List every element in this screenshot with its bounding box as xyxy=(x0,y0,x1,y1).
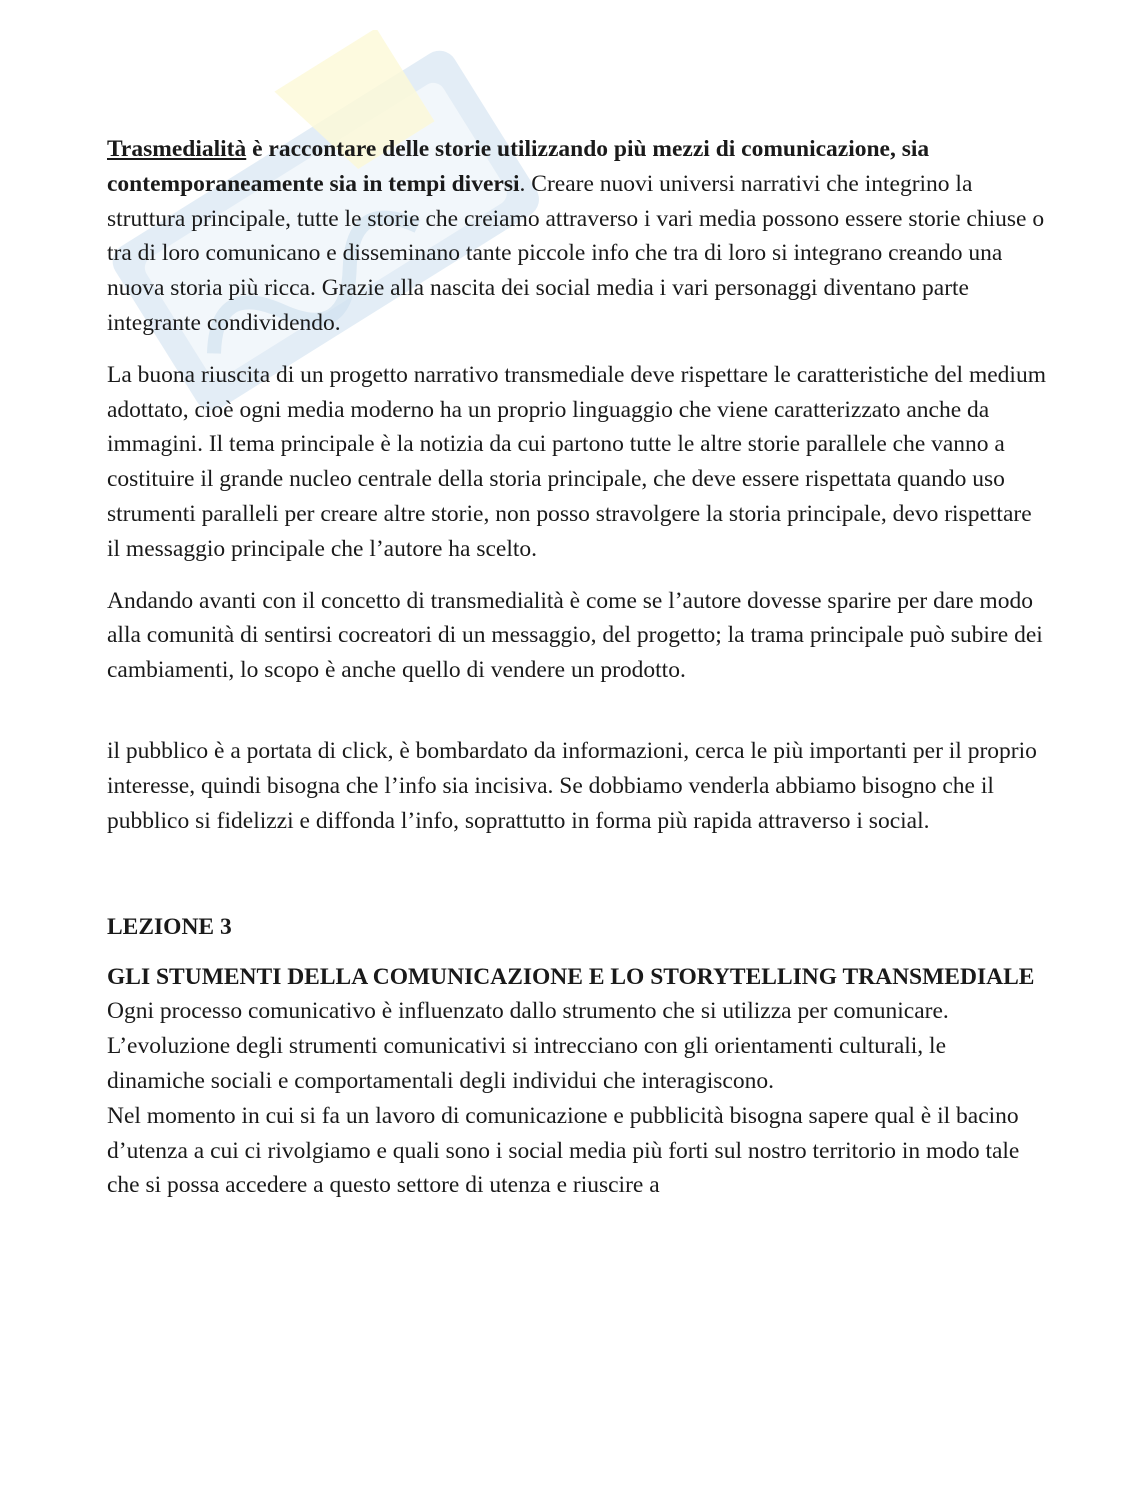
paragraph-3: Andando avanti con il concetto di transmedialità è come se l’autore dovesse sparire per dare modo alla comunità di sentirsi cocreatori di un messaggio, del progetto; la trama principale può subire dei cambiamenti, lo scopo è anche quello di vendere un prodotto. xyxy=(107,587,1043,684)
paragraph-2: La buona riuscita di un progetto narrativo transmediale deve rispettare le caratteristiche del medium adottato, cioè ogni media moderno ha un proprio linguaggio che viene caratterizzato anche da immagini. Il tema principale è la notizia da cui partono tutte le altre storie parallele che vanno a costituire il grande nucleo centrale della storia principale, che deve essere rispettata quando uso strumenti paralleli per creare altre storie, non posso stravolgere la storia principale, devo rispettare il messaggio principale che l’autore ha scelto. xyxy=(107,361,1046,562)
paragraph-1 xyxy=(107,132,1047,341)
lesson-title: GLI STUMENTI DELLA COMUNICAZIONE E LO STORYTELLING TRANSMEDIALE xyxy=(107,964,1035,991)
definition-bold: è raccontare delle storie utilizzando più mezzi di comunicazione, sia contemporaneamente sia in tempi diversi xyxy=(107,136,930,197)
paragraph-5: Ogni processo comunicativo è influenzato dallo strumento che si utilizza per comunicare. L’evoluzione degli strumenti comunicativi si intrecciano con gli orientamenti culturali, le dinamiche sociali e comportamentali degli individui che interagiscono. xyxy=(107,998,949,1094)
paragraph-6: Nel momento in cui si fa un lavoro di comunicazione e pubblicità bisogna sapere qual è il bacino d’utenza a cui ci rivolgiamo e quali sono i social media più forti sul nostro territorio in modo tale che si possa accedere a questo settore di utenza e riuscire a xyxy=(107,1102,1020,1199)
term-trasmedialita: Trasmedialità xyxy=(107,136,247,162)
lesson-label: LEZIONE 3 xyxy=(107,914,232,941)
paragraph-4: il pubblico è a portata di click, è bombardato da informazioni, cerca le più importanti per il proprio interesse, quindi bisogna che l’info sia incisiva. Se dobbiamo venderla abbiamo bisogno che il pubblico si fidelizzi e diffonda l’info, soprattutto in forma più rapida attraverso i social. xyxy=(107,737,1037,834)
paragraph-1-rest: . Creare nuovi universi narrativi che integrino la struttura principale, tutte le storie che creiamo attraverso i vari media possono essere storie chiuse o tra di loro comunicano e disseminano tante piccole info che tra di loro si integrano creando una nuova storia più ricca. Grazie alla nascita dei social media i vari personaggi diventano parte integrante condividendo. xyxy=(107,170,1045,336)
document-page xyxy=(107,132,1047,1203)
